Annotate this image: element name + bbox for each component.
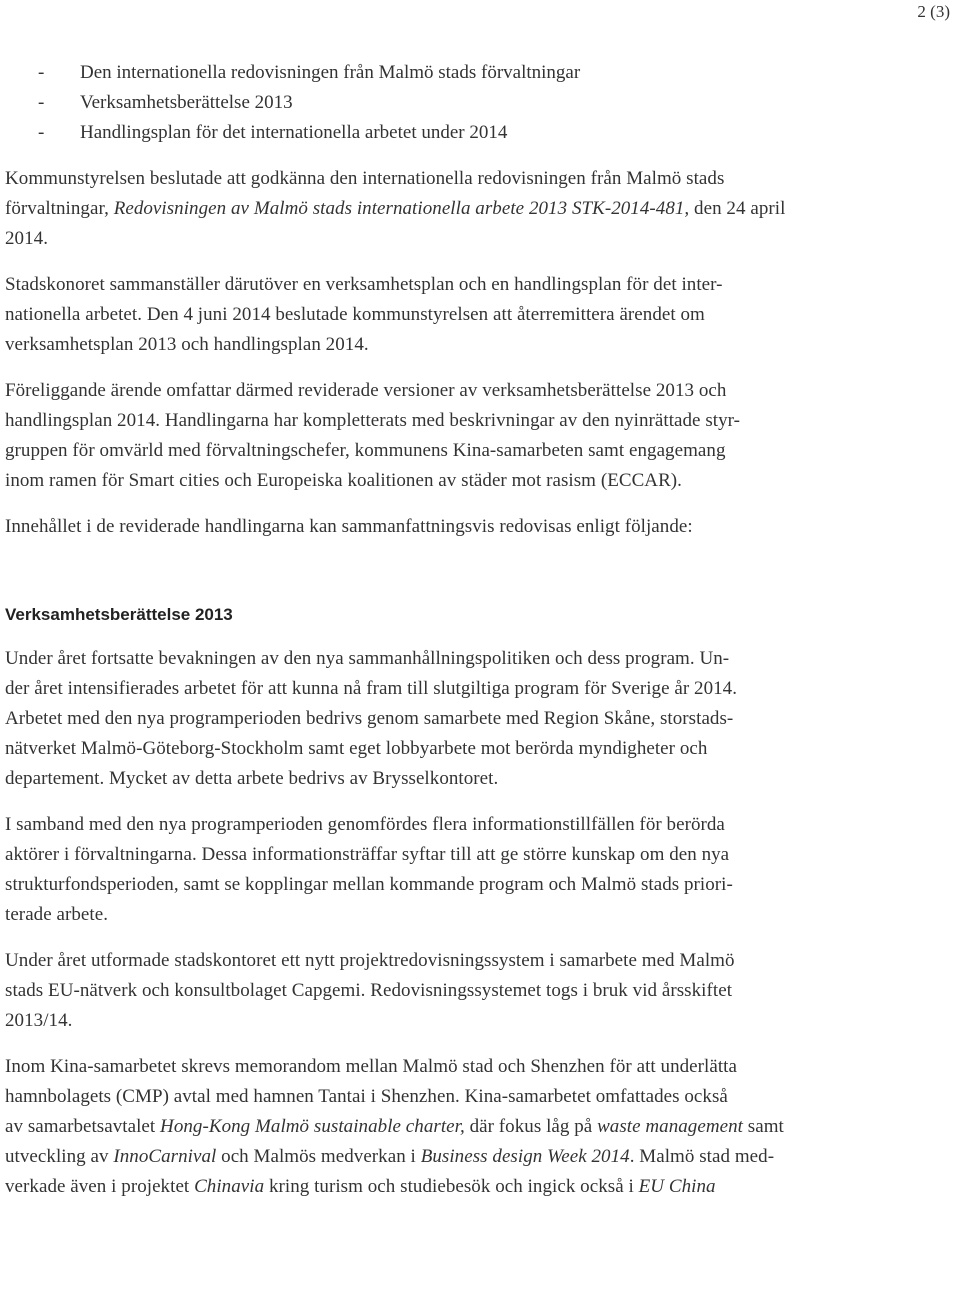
paragraph-information: I samband med den nya programperioden genomfördes flera informationstillfällen för berörda aktörer i förvaltningarna. Dessa informationsträffar syftar till att ge större kunskap om den nya strukturfondsperioden, samt se kopplingar mellan kommande program och Malmö stads priori- terade arbete.	[5, 814, 733, 925]
list-dash: -	[38, 62, 45, 83]
list-item-text: Den internationella redovisningen från Malmö stads förvaltningar	[80, 62, 581, 83]
list-dash: -	[38, 122, 45, 143]
list-dash: -	[38, 92, 45, 113]
list-item-text: Verksamhetsberättelse 2013	[80, 92, 293, 113]
paragraph-china-cooperation: Inom Kina-samarbetet skrevs memorandom mellan Malmö stad och Shenzhen för att underlätta hamnbolagets (CMP) avtal med hamnen Tantai i Shenzhen. Kina-samarbetet omfattades också av samarbetsavtalet Hong-Kong Malmö sustainable charter, där fokus låg på waste management samt utveckling av InnoCarnival och Malmös medverkan i Business design Week 2014. Malmö stad med- verkade även i projektet Chinavia kring turism och studiebesök och ingick också i EU China	[5, 1056, 784, 1197]
agenda-list	[5, 58, 875, 148]
list-item-text: Handlingsplan för det internationella arbetet under 2014	[80, 122, 508, 143]
paragraph-decision: Kommunstyrelsen beslutade att godkänna den internationella redovisningen från Malmö stads förvaltningar, Redovisningen av Malmö stads internationella arbete 2013 STK-2014-481, den 24 april 2014.	[5, 168, 786, 249]
list-item	[5, 58, 875, 88]
section-heading: Verksamhetsberättelse 2013	[5, 605, 233, 624]
page-number: 2 (3)	[917, 2, 950, 21]
paragraph-revision: Föreliggande ärende omfattar därmed reviderade versioner av verksamhetsberättelse 2013 och handlingsplan 2014. Handlingarna har kompletterats med beskrivningar av den nyinrättade styr- gruppen för omvärld med förvaltningschefer, kommunens Kina-samarbeten samt engagemang inom ramen för Smart cities och Europeiska koalitionen av städer mot rasism (ECCAR).	[5, 380, 741, 491]
paragraph-reporting-system: Under året utformade stadskontoret ett nytt projektredovisningssystem i samarbete med Malmö stads EU-nätverk och konsultbolaget Capgemi. Redovisningssystemet togs i bruk vid årsskiftet 2013/14.	[5, 950, 735, 1031]
paragraph-plan: Stadskonoret sammanställer därutöver en verksamhetsplan och en handlingsplan för det inter- nationella arbetet. Den 4 juni 2014 beslutade kommunstyrelsen att återremittera ärendet om verksamhetsplan 2013 och handlingsplan 2014.	[5, 274, 723, 355]
list-item	[5, 118, 875, 148]
list-item	[5, 88, 875, 118]
paragraph-summary-intro: Innehållet i de reviderade handlingarna kan sammanfattningsvis redovisas enligt följande:	[5, 516, 693, 537]
paragraph-cohesion-policy: Under året fortsatte bevakningen av den nya sammanhållningspolitiken och dess program. Un- der året intensifierades arbetet för att kunna nå fram till slutgiltiga program för Sverige år 2014. Arbetet med den nya programperioden bedrivs genom samarbete med Region Skåne, storstads- nätverket Malmö-Göteborg-Stockholm samt eget lobbyarbete mot berörda myndigheter och departement. Mycket av detta arbete bedrivs av Brysselkontoret.	[5, 648, 738, 789]
document-body	[5, 58, 875, 1202]
